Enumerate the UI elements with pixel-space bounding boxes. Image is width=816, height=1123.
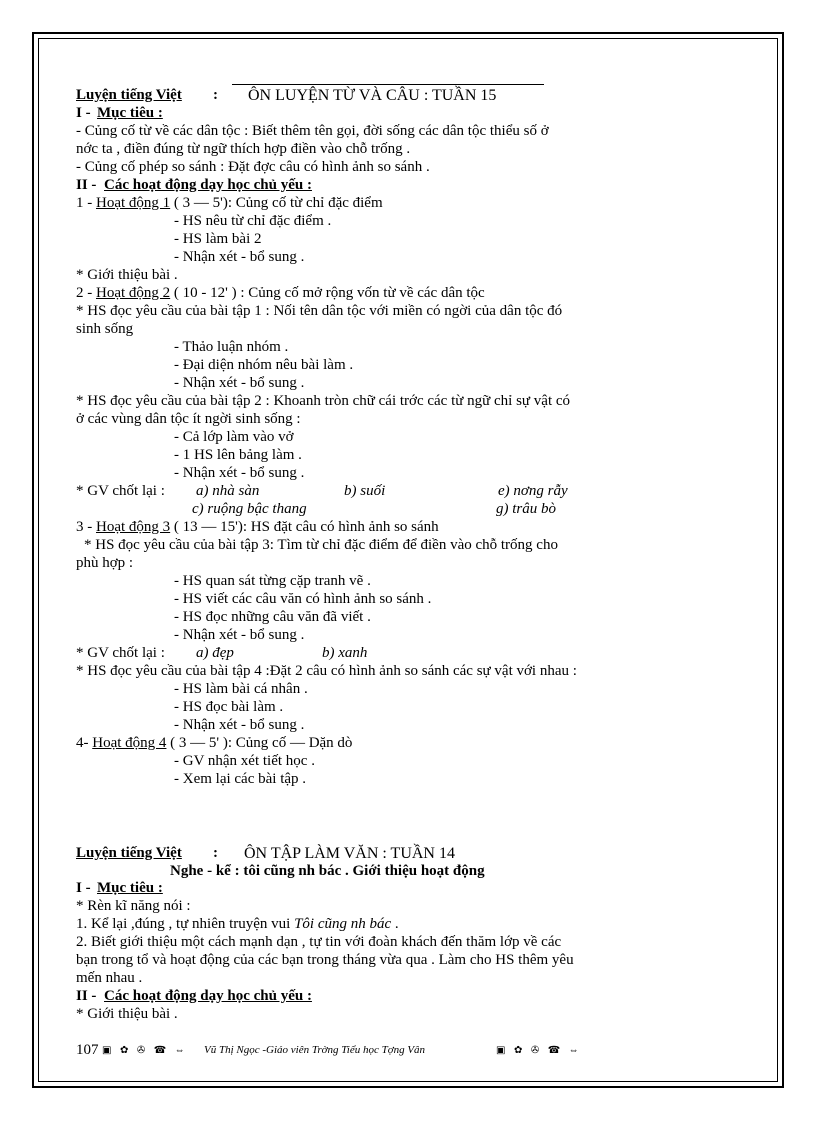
text-line: - Củng cố phép so sánh : Đặt đợc câu có hình ảnh so sánh . (76, 159, 430, 175)
hd1-label: Hoạt động 1 (96, 195, 171, 211)
hd1-line (76, 195, 383, 211)
story-pre: 1. Kể lại ,đúng , tự nhiên truyện vui (76, 916, 295, 932)
text-line: * HS đọc yêu cầu của bài tập 3: Tìm từ chỉ đặc điểm để điền vào chỗ trống cho (84, 537, 558, 553)
section2-label-colon: : (213, 845, 218, 861)
list-item: - HS đọc những câu văn đã viết . (174, 609, 371, 625)
hd3-pre: 3 - (76, 519, 93, 535)
muctieu-num-2: I - (76, 880, 91, 896)
list-item: - Nhận xét - bổ sung . (174, 375, 305, 391)
footer-icons-left (102, 1044, 188, 1056)
section2-subtitle: Nghe - kể : tôi cũng nh bác . Giới thiệu hoạt động (170, 863, 485, 879)
list-item: - GV nhận xét tiết học . (174, 753, 315, 769)
hoatdong-heading-2: Các hoạt động dạy học chủ yếu : (104, 988, 312, 1004)
text-line: bạn trong tổ và hoạt động của các bạn trong tháng vừa qua . Làm cho HS thêm yêu (76, 952, 574, 968)
text-line: * HS đọc yêu cầu của bài tập 2 : Khoanh tròn chữ cái trớc các từ ngữ chỉ sự vật có (76, 393, 571, 409)
list-item: - Cả lớp làm vào vở (174, 429, 294, 445)
section1-label-colon: : (213, 87, 218, 103)
page-number: 107 (76, 1042, 99, 1058)
text-line: nớc ta , điền đúng từ ngữ thích hợp điền vào chỗ trống . (76, 141, 411, 157)
answer-g: g) trâu bò (496, 501, 556, 517)
text-line: - Củng cố từ về các dân tộc : Biết thêm tên gọi, đời sống các dân tộc thiểu số ở (76, 123, 549, 139)
hd4-rest: ( 3 — 5' ): Củng cố — Dặn dò (170, 735, 353, 751)
story-title: Tôi cũng nh bác (294, 916, 392, 932)
text-line: * HS đọc yêu cầu của bài tập 4 :Đặt 2 câu có hình ảnh so sánh các sự vật với nhau : (76, 663, 577, 679)
title-rule (232, 84, 544, 85)
hoatdong-heading: Các hoạt động dạy học chủ yếu : (104, 177, 312, 193)
text-line: ở các vùng dân tộc ít ngời sinh sống : (76, 411, 301, 427)
hd4-line (76, 735, 352, 751)
list-item: - Đại diện nhóm nêu bài làm . (174, 357, 354, 373)
muctieu-heading: Mục tiêu : (97, 105, 163, 121)
text-line: mến nhau . (76, 970, 143, 986)
hd1-pre: 1 - (76, 195, 93, 211)
answer-a: a) nhà sàn (196, 483, 260, 499)
hd2-rest: ( 10 - 12' ) : Củng cố mở rộng vốn từ về các dân tộc (173, 285, 485, 301)
list-item: - Nhận xét - bổ sung . (174, 465, 305, 481)
list-item: - Xem lại các bài tập . (174, 771, 307, 787)
list-item: - Nhận xét - bổ sung . (174, 627, 305, 643)
section2-title: ÔN TẬP LÀM VĂN : TUẦN 14 (244, 845, 455, 862)
hd1-rest: ( 3 — 5'): Củng cố từ chỉ đặc điểm (173, 195, 383, 211)
hd2-pre: 2 - (76, 285, 93, 301)
list-item: - HS nêu từ chỉ đặc điểm . (174, 213, 332, 229)
list-item: - 1 HS lên bảng làm . (174, 447, 302, 463)
list-item: - HS làm bài 2 (174, 231, 262, 247)
list-item: - HS làm bài cá nhân . (174, 681, 308, 697)
text-line-story (76, 916, 399, 932)
gv1-label: * GV chốt lại : (76, 483, 165, 499)
answer-c: c) ruộng bậc thang (192, 501, 307, 517)
text-line: * Rèn kĩ năng nói : (76, 898, 191, 914)
hd2-label: Hoạt động 2 (96, 285, 171, 301)
footer-icons-2: ▣ ✿ ✇ ☎ ⇔ (496, 1045, 582, 1056)
muctieu-num: I - (76, 105, 91, 121)
hd4-pre: 4- (76, 735, 89, 751)
answer-e: e) nơng rẫy (498, 483, 568, 499)
answer-b: b) suối (344, 483, 386, 499)
section1-label: Luyện tiếng Việt (76, 87, 182, 103)
hd3-label: Hoạt động 3 (96, 519, 171, 535)
hd3-rest: ( 13 — 15'): HS đặt câu có hình ảnh so sánh (173, 519, 439, 535)
gv2-label: * GV chốt lại : (76, 645, 165, 661)
muctieu-heading-2: Mục tiêu : (97, 880, 163, 896)
footer-icons: ▣ ✿ ✇ ☎ ⇔ (102, 1045, 188, 1056)
answer-a2: a) đẹp (196, 645, 234, 661)
hd3-line (76, 519, 439, 535)
text-line: sinh sống (76, 321, 134, 337)
list-item: - HS đọc bài làm . (174, 699, 284, 715)
intro-line: * Giới thiệu bài . (76, 267, 178, 283)
list-item: - Nhận xét - bổ sung . (174, 717, 305, 733)
text-line: * HS đọc yêu cầu của bài tập 1 : Nối tên dân tộc với miền có ngời của dân tộc đó (76, 303, 563, 319)
list-item: - HS viết các câu văn có hình ảnh so sánh . (174, 591, 432, 607)
story-post: . (391, 916, 399, 932)
list-item: - Nhận xét - bổ sung . (174, 249, 305, 265)
hd2-line (76, 285, 485, 301)
footer-icons-right (496, 1044, 582, 1056)
answer-b2: b) xanh (322, 645, 368, 661)
section1-title: ÔN LUYỆN TỪ VÀ CÂU : TUẦN 15 (248, 87, 497, 104)
section2-label: Luyện tiếng Việt (76, 845, 182, 861)
hoatdong-num: II - (76, 177, 97, 193)
text-line: phù hợp : (76, 555, 134, 571)
text-line: 2. Biết giới thiệu một cách mạnh dạn , tự tin với đoàn khách đến thăm lớp về các (76, 934, 562, 950)
hd4-label: Hoạt động 4 (92, 735, 167, 751)
list-item: - HS quan sát từng cặp tranh vẽ . (174, 573, 371, 589)
footer-text: Vũ Thị Ngọc -Giáo viên Trờng Tiểu học Tợng Vân (204, 1044, 426, 1056)
intro-line-2: * Giới thiệu bài . (76, 1006, 178, 1022)
hoatdong-num-2: II - (76, 988, 97, 1004)
list-item: - Thảo luận nhóm . (174, 339, 289, 355)
